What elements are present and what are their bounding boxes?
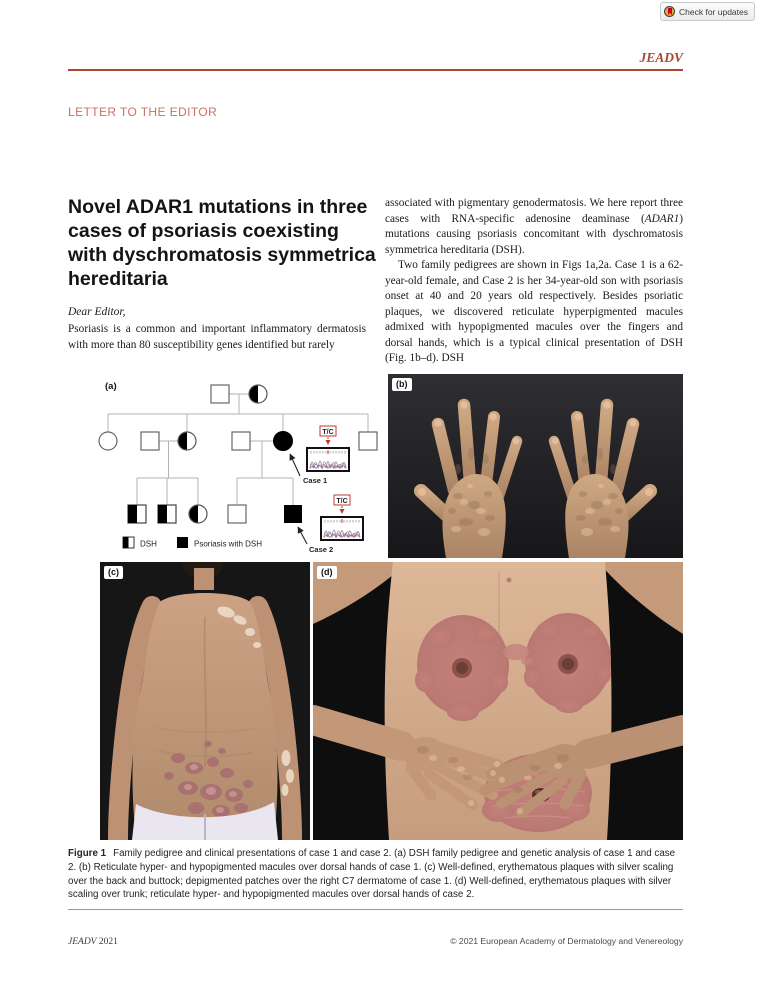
page-footer	[68, 936, 683, 947]
footer-journal-year	[68, 937, 118, 947]
chromatogram-case1	[307, 426, 349, 471]
check-for-updates-label: Check for updates	[679, 6, 748, 17]
tc-label-case1: T/C	[322, 429, 334, 436]
pedigree-case1-symbol	[274, 432, 293, 451]
article-title: Novel ADAR1 mutations in three cases of psoriasis coexisting with dyschromatosis symmetrica hereditaria	[68, 196, 376, 290]
panel-c-label: (c)	[104, 566, 123, 579]
paragraph-text: ) mutations causing psoriasis concomitant with dyschromatosis symmetrica hereditaria (DSH).	[385, 212, 683, 256]
case1-arrow	[290, 454, 300, 476]
figure-caption-text: Family pedigree and clinical presentations of case 1 and case 2. (a) DSH family pedigree and genetic analysis of case 1 and case 2. (b) Reticulate hyper- and hypopigmented macules over dorsal hands of case 1. (c) Well-defined, erythematous plaques with silver scaling over the back and buttock; depigmented patches over the right C7 dermatome of case 1. (d) Well-defined, erythematous plaques with silver scaling over trunk; reticulate hyper- and hypopigmented macules over dorsal hands of case 2.	[68, 848, 676, 901]
footer-journal-name: JEADV	[68, 937, 97, 947]
hands-photo-illustration	[388, 374, 683, 558]
case2-label: Case 2	[309, 545, 334, 554]
figure-caption	[68, 847, 684, 902]
panel-a-label: (a)	[105, 381, 117, 392]
tc-label-case2: T/C	[336, 498, 348, 505]
legend-psoriasis-dsh-label: Psoriasis with DSH	[194, 539, 263, 549]
body-paragraph-right-1	[385, 196, 683, 258]
salutation: Dear Editor,	[68, 306, 126, 318]
check-for-updates-button[interactable]	[660, 2, 755, 21]
figure-panel-c-back-photo	[100, 562, 310, 840]
back-photo-illustration	[100, 562, 310, 840]
body-column-right	[385, 196, 683, 367]
figure-caption-label: Figure 1	[68, 848, 107, 859]
case2-arrow	[298, 527, 307, 544]
trunk-photo-illustration	[313, 562, 683, 840]
panel-d-label: (d)	[317, 566, 337, 579]
case1-label: Case 1	[303, 476, 328, 485]
pedigree-case2-symbol	[284, 505, 302, 523]
header-rule	[68, 69, 683, 71]
section-heading: LETTER TO THE EDITOR	[68, 105, 218, 119]
paragraph-text: associated with pigmentary genodermatosis. We here report three cases with RNA-specific adenosine deaminase (	[385, 197, 683, 225]
pedigree-legend	[123, 537, 262, 549]
body-paragraph-right-2: Two family pedigrees are shown in Figs 1a,2a. Case 1 is a 62-year-old female, and Case 2 is her 34-year-old son with psoriasis onset at 40 and 20 years old respectively. Besides psoriatic plaques, we discovered reticulate hyperpigmented macules admixed with hypopigmented macules over the fingers and dorsal hands, which is a typical clinical presentation of DSH (Fig. 1b–d). DSH	[385, 259, 683, 364]
crossmark-icon	[664, 6, 675, 17]
journal-name-header: JEADV	[639, 50, 683, 65]
footer-copyright: © 2021 European Academy of Dermatology and Venereology	[450, 936, 683, 946]
caption-rule	[68, 909, 683, 910]
pedigree-generation-3	[128, 505, 302, 523]
figure-panel-b-hands-photo	[388, 374, 683, 558]
gene-name-italic: ADAR1	[644, 212, 680, 225]
figure-panel-d-trunk-photo	[313, 562, 683, 840]
footer-year: 2021	[98, 937, 118, 947]
chromatogram-case2	[321, 495, 363, 540]
legend-dsh-label: DSH	[140, 539, 157, 549]
body-paragraph-left: Psoriasis is a common and important inflammatory dermatosis with more than 80 susceptibility genes identified but rarely	[68, 323, 366, 351]
figure-panel-a-pedigree	[97, 373, 385, 560]
panel-b-label: (b)	[392, 378, 412, 391]
pedigree-diagram	[97, 373, 385, 560]
